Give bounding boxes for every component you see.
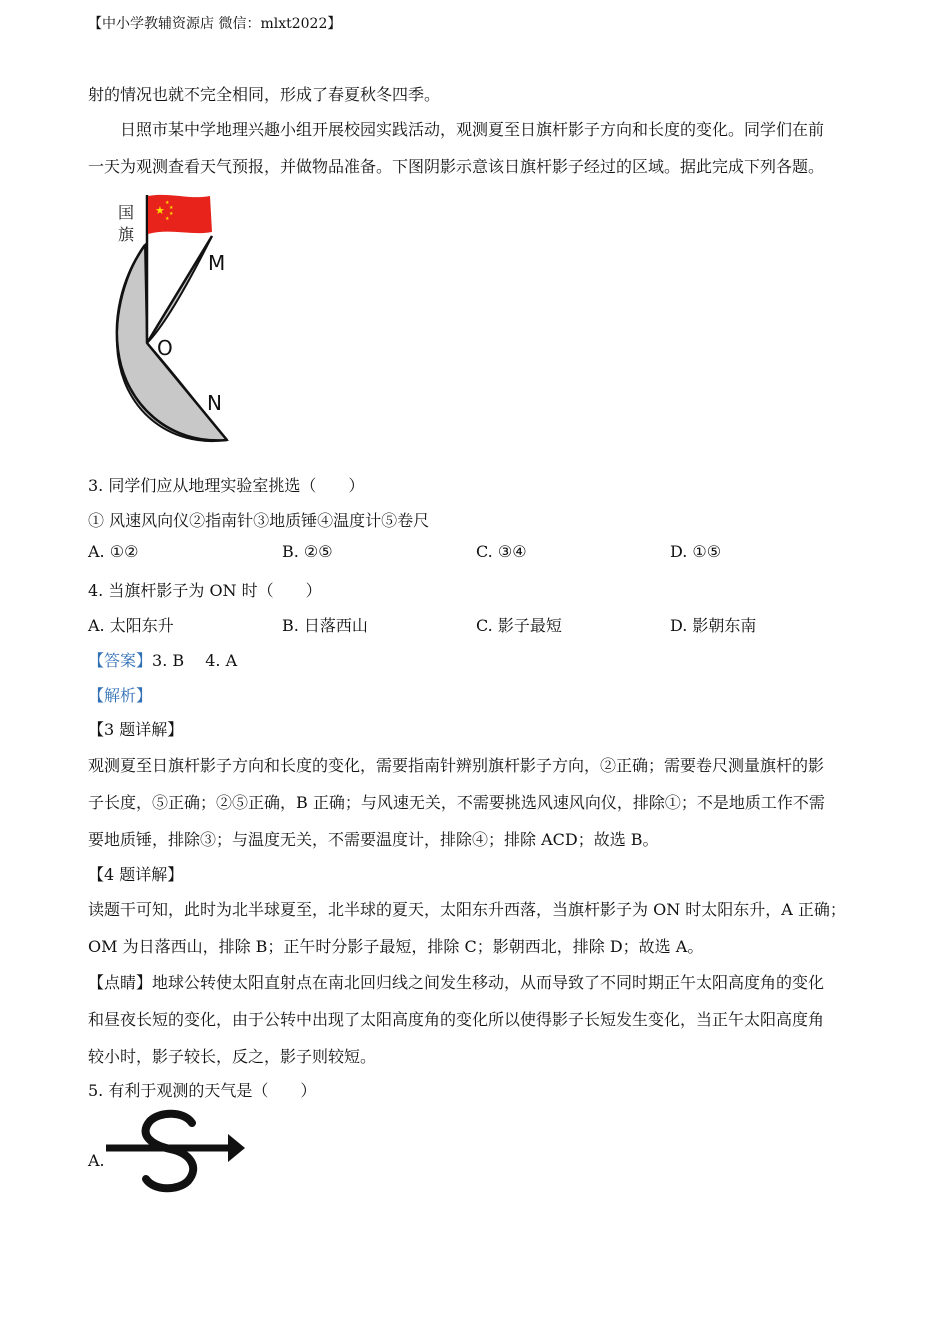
point-m-label: M	[208, 251, 226, 275]
flag-star-big: ★	[155, 204, 165, 217]
d4-line: OM 为日落西山，排除 B；正午时分影子最短，排除 C；影朝西北，排除 D；故选 A。	[88, 937, 704, 956]
tip-line: 较小时，影子较长，反之，影子则较短。	[88, 1047, 377, 1066]
q5-option-a-label: A.	[88, 1151, 105, 1170]
answer-text: 3. B 4. A	[152, 651, 238, 670]
q4-option-b: B. 日落西山	[282, 616, 368, 635]
flag-star-3: ★	[169, 211, 174, 217]
text-line: 射的情况也就不完全相同，形成了春夏秋冬四季。	[88, 85, 441, 104]
d4-title: 【4 题详解】	[88, 865, 184, 884]
q4-option-c: C. 影子最短	[476, 616, 562, 635]
analysis-tag: 【解析】	[88, 686, 153, 705]
d3-title: 【3 题详解】	[88, 720, 184, 739]
tip-line: 和昼夜长短的变化，由于公转中出现了太阳高度角的变化所以使得影子长短发生变化，当正午太阳高度角	[88, 1010, 825, 1029]
d3-line: 观测夏至日旗杆影子方向和长度的变化，需要指南针辨别旗杆影子方向，②正确；需要卷尺测量旗杆的影	[88, 756, 825, 775]
sandstorm-weather-icon	[100, 1105, 250, 1195]
d3-line: 要地质锤，排除③；与温度无关，不需要温度计，排除④；排除 ACD；故选 B。	[88, 830, 659, 849]
q5-stem: 5. 有利于观测的天气是（ ）	[88, 1081, 317, 1100]
flag-star-1: ★	[165, 200, 170, 206]
point-n-label: N	[207, 391, 222, 415]
d4-line: 读题干可知，此时为北半球夏至，北半球的夏天，太阳东升西落，当旗杆影子为 ON 时太阳东升，A 正确；	[88, 900, 846, 919]
q4-option-d: D. 影朝东南	[670, 616, 757, 635]
flagpole-shadow-figure	[100, 190, 250, 452]
tip-line: 【点睛】地球公转使太阳直射点在南北回归线之间发生移动，从而导致了不同时期正午太阳高度角的变化	[88, 973, 825, 992]
flag-label-2: 旗	[118, 225, 135, 244]
answer-tag: 【答案】	[88, 651, 153, 670]
d3-line: 子长度，⑤正确；②⑤正确，B 正确；与风速无关，不需要挑选风速风向仪，排除①；不是地质工作不需	[88, 793, 825, 812]
flag-label-1: 国	[118, 203, 135, 222]
q3-option-c: C. ③④	[476, 542, 527, 561]
flagpole-shadow-diagram	[100, 190, 250, 452]
shadow-line-om	[147, 236, 212, 343]
q3-stem: 3. 同学们应从地理实验室挑选（ ）	[88, 476, 365, 495]
point-o-label: O	[157, 336, 173, 360]
intro-line-1: 日照市某中学地理兴趣小组开展校园实践活动，观测夏至日旗杆影子方向和长度的变化。同学们在前	[120, 120, 825, 139]
q3-items: ① 风速风向仪②指南针③地质锤④温度计⑤卷尺	[88, 511, 430, 530]
flag-star-4: ★	[165, 216, 170, 222]
q3-option-b: B. ②⑤	[282, 542, 333, 561]
q4-option-a: A. 太阳东升	[88, 616, 174, 635]
q4-stem: 4. 当旗杆影子为 ON 时（ ）	[88, 581, 322, 600]
page-header: 【中小学教辅资源店 微信：mlxt2022】	[88, 16, 342, 32]
intro-line-2: 一天为观测查看天气预报，并做物品准备。下图阴影示意该日旗杆影子经过的区域。据此完成下列各题。	[88, 157, 825, 176]
q5-option-a-figure	[100, 1105, 250, 1195]
answer-line	[88, 648, 237, 671]
q3-option-a: A. ①②	[88, 542, 139, 561]
q3-option-d: D. ①⑤	[670, 542, 722, 561]
flag-star-2: ★	[169, 205, 174, 211]
